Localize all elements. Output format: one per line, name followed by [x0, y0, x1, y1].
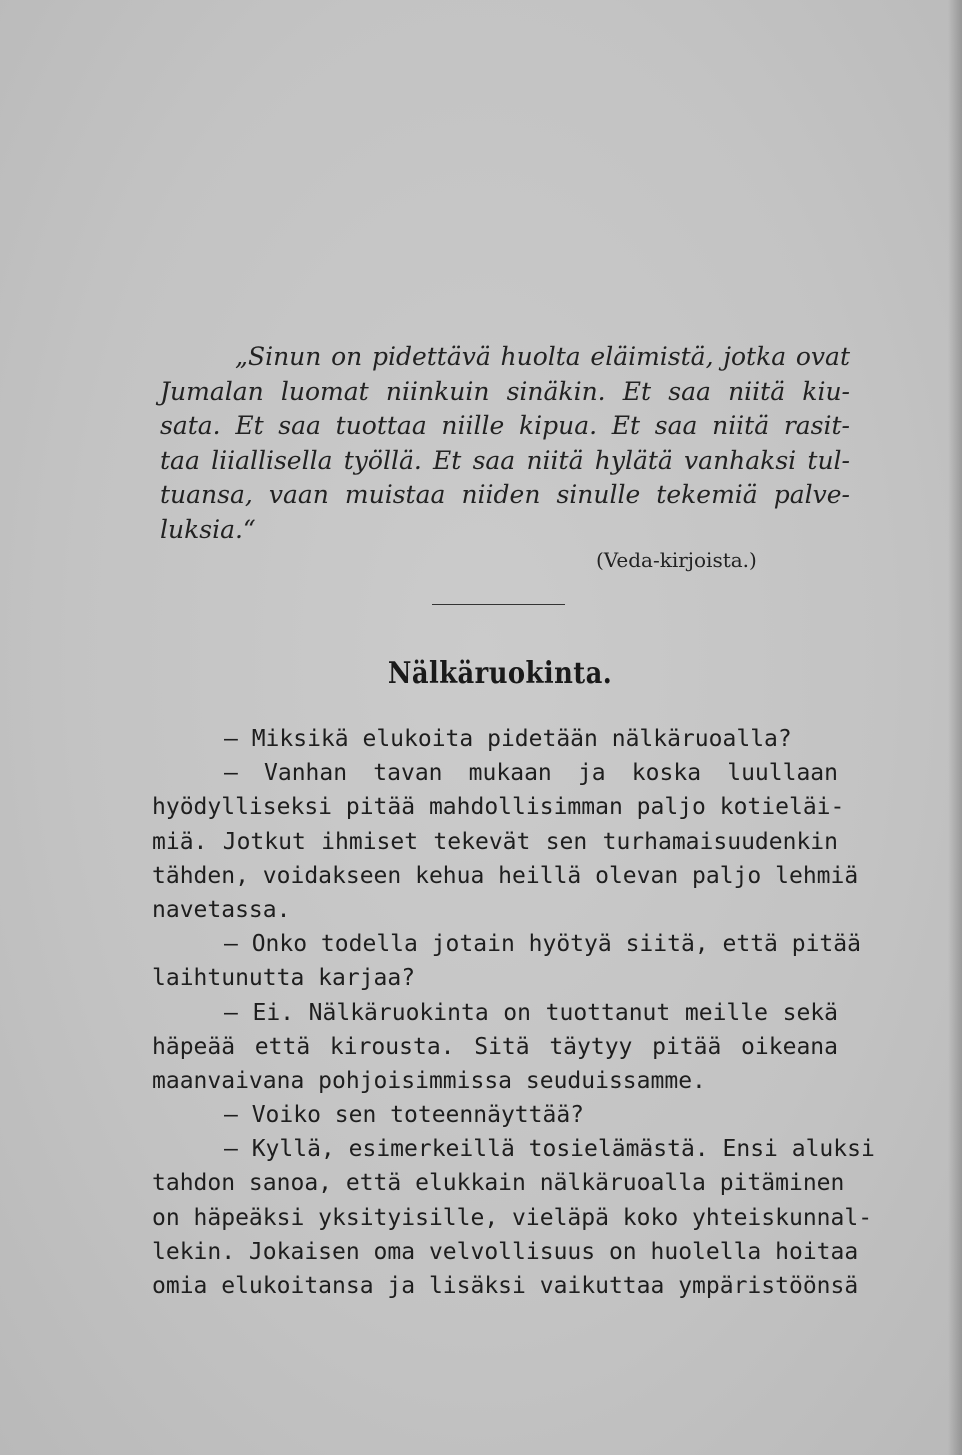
- body-line: tähden, voidakseen kehua heillä olevan paljo lehmiä: [152, 862, 859, 889]
- epigraph-quote: [160, 340, 850, 547]
- body-line: navetassa.: [152, 896, 291, 923]
- quote-line: „Sinun on pidettävä huolta eläimistä, jotka ovat: [235, 342, 850, 371]
- body-line: — Voiko sen toteennäyttää?: [224, 1102, 585, 1129]
- body-line: maanvaivana pohjoisimmissa seuduissamme.: [152, 1067, 706, 1094]
- body-line: — Onko todella jotain hyötyä siitä, että pitää: [224, 931, 861, 958]
- body-line: hyödylliseksi pitää mahdollisimman paljo kotieläi-: [152, 794, 845, 821]
- quote-line: tuansa, vaan muistaa niiden sinulle tekemiä palve-: [160, 480, 850, 509]
- body-text: [152, 722, 875, 1303]
- page-edge-shadow: [948, 0, 962, 1455]
- body-line: on häpeäksi yksityisille, vieläpä koko yhteiskunnal-: [152, 1204, 873, 1231]
- quote-line: taa liiallisella työllä. Et saa niitä hylätä vanhaksi tul-: [160, 445, 850, 475]
- body-line: — Vanhan tavan mukaan ja koska luullaan: [224, 760, 838, 787]
- body-line: omia elukoitansa ja lisäksi vaikuttaa ympäristöönsä: [152, 1273, 859, 1299]
- body-line: miä. Jotkut ihmiset tekevät sen turhamaisuudenkin: [152, 828, 838, 855]
- body-line: tahdon sanoa, että elukkain nälkäruoalla pitäminen: [152, 1170, 845, 1197]
- body-line: häpeää että kirousta. Sitä täytyy pitää oikeana: [152, 1033, 838, 1060]
- body-line: — Kyllä, esimerkeillä tosielämästä. Ensi aluksi: [224, 1136, 875, 1163]
- quote-line: Jumalan luomat niinkuin sinäkin. Et saa niitä kiu-: [160, 376, 850, 406]
- body-line: — Miksikä elukoita pidetään nälkäruoalla?: [224, 726, 792, 752]
- quote-line: luksia.“: [160, 514, 256, 544]
- body-line: — Ei. Nälkäruokinta on tuottanut meille sekä: [224, 999, 838, 1026]
- quote-line: sata. Et saa tuottaa niille kipua. Et saa niitä rasit-: [160, 411, 850, 440]
- section-divider: [432, 604, 565, 605]
- body-line: lekin. Jokaisen oma velvollisuus on huolella hoitaa: [152, 1238, 859, 1265]
- body-line: laihtunutta karjaa?: [152, 965, 416, 992]
- section-heading: Nälkäruokinta.: [387, 656, 613, 691]
- quote-attribution: (Veda-kirjoista.): [596, 548, 757, 572]
